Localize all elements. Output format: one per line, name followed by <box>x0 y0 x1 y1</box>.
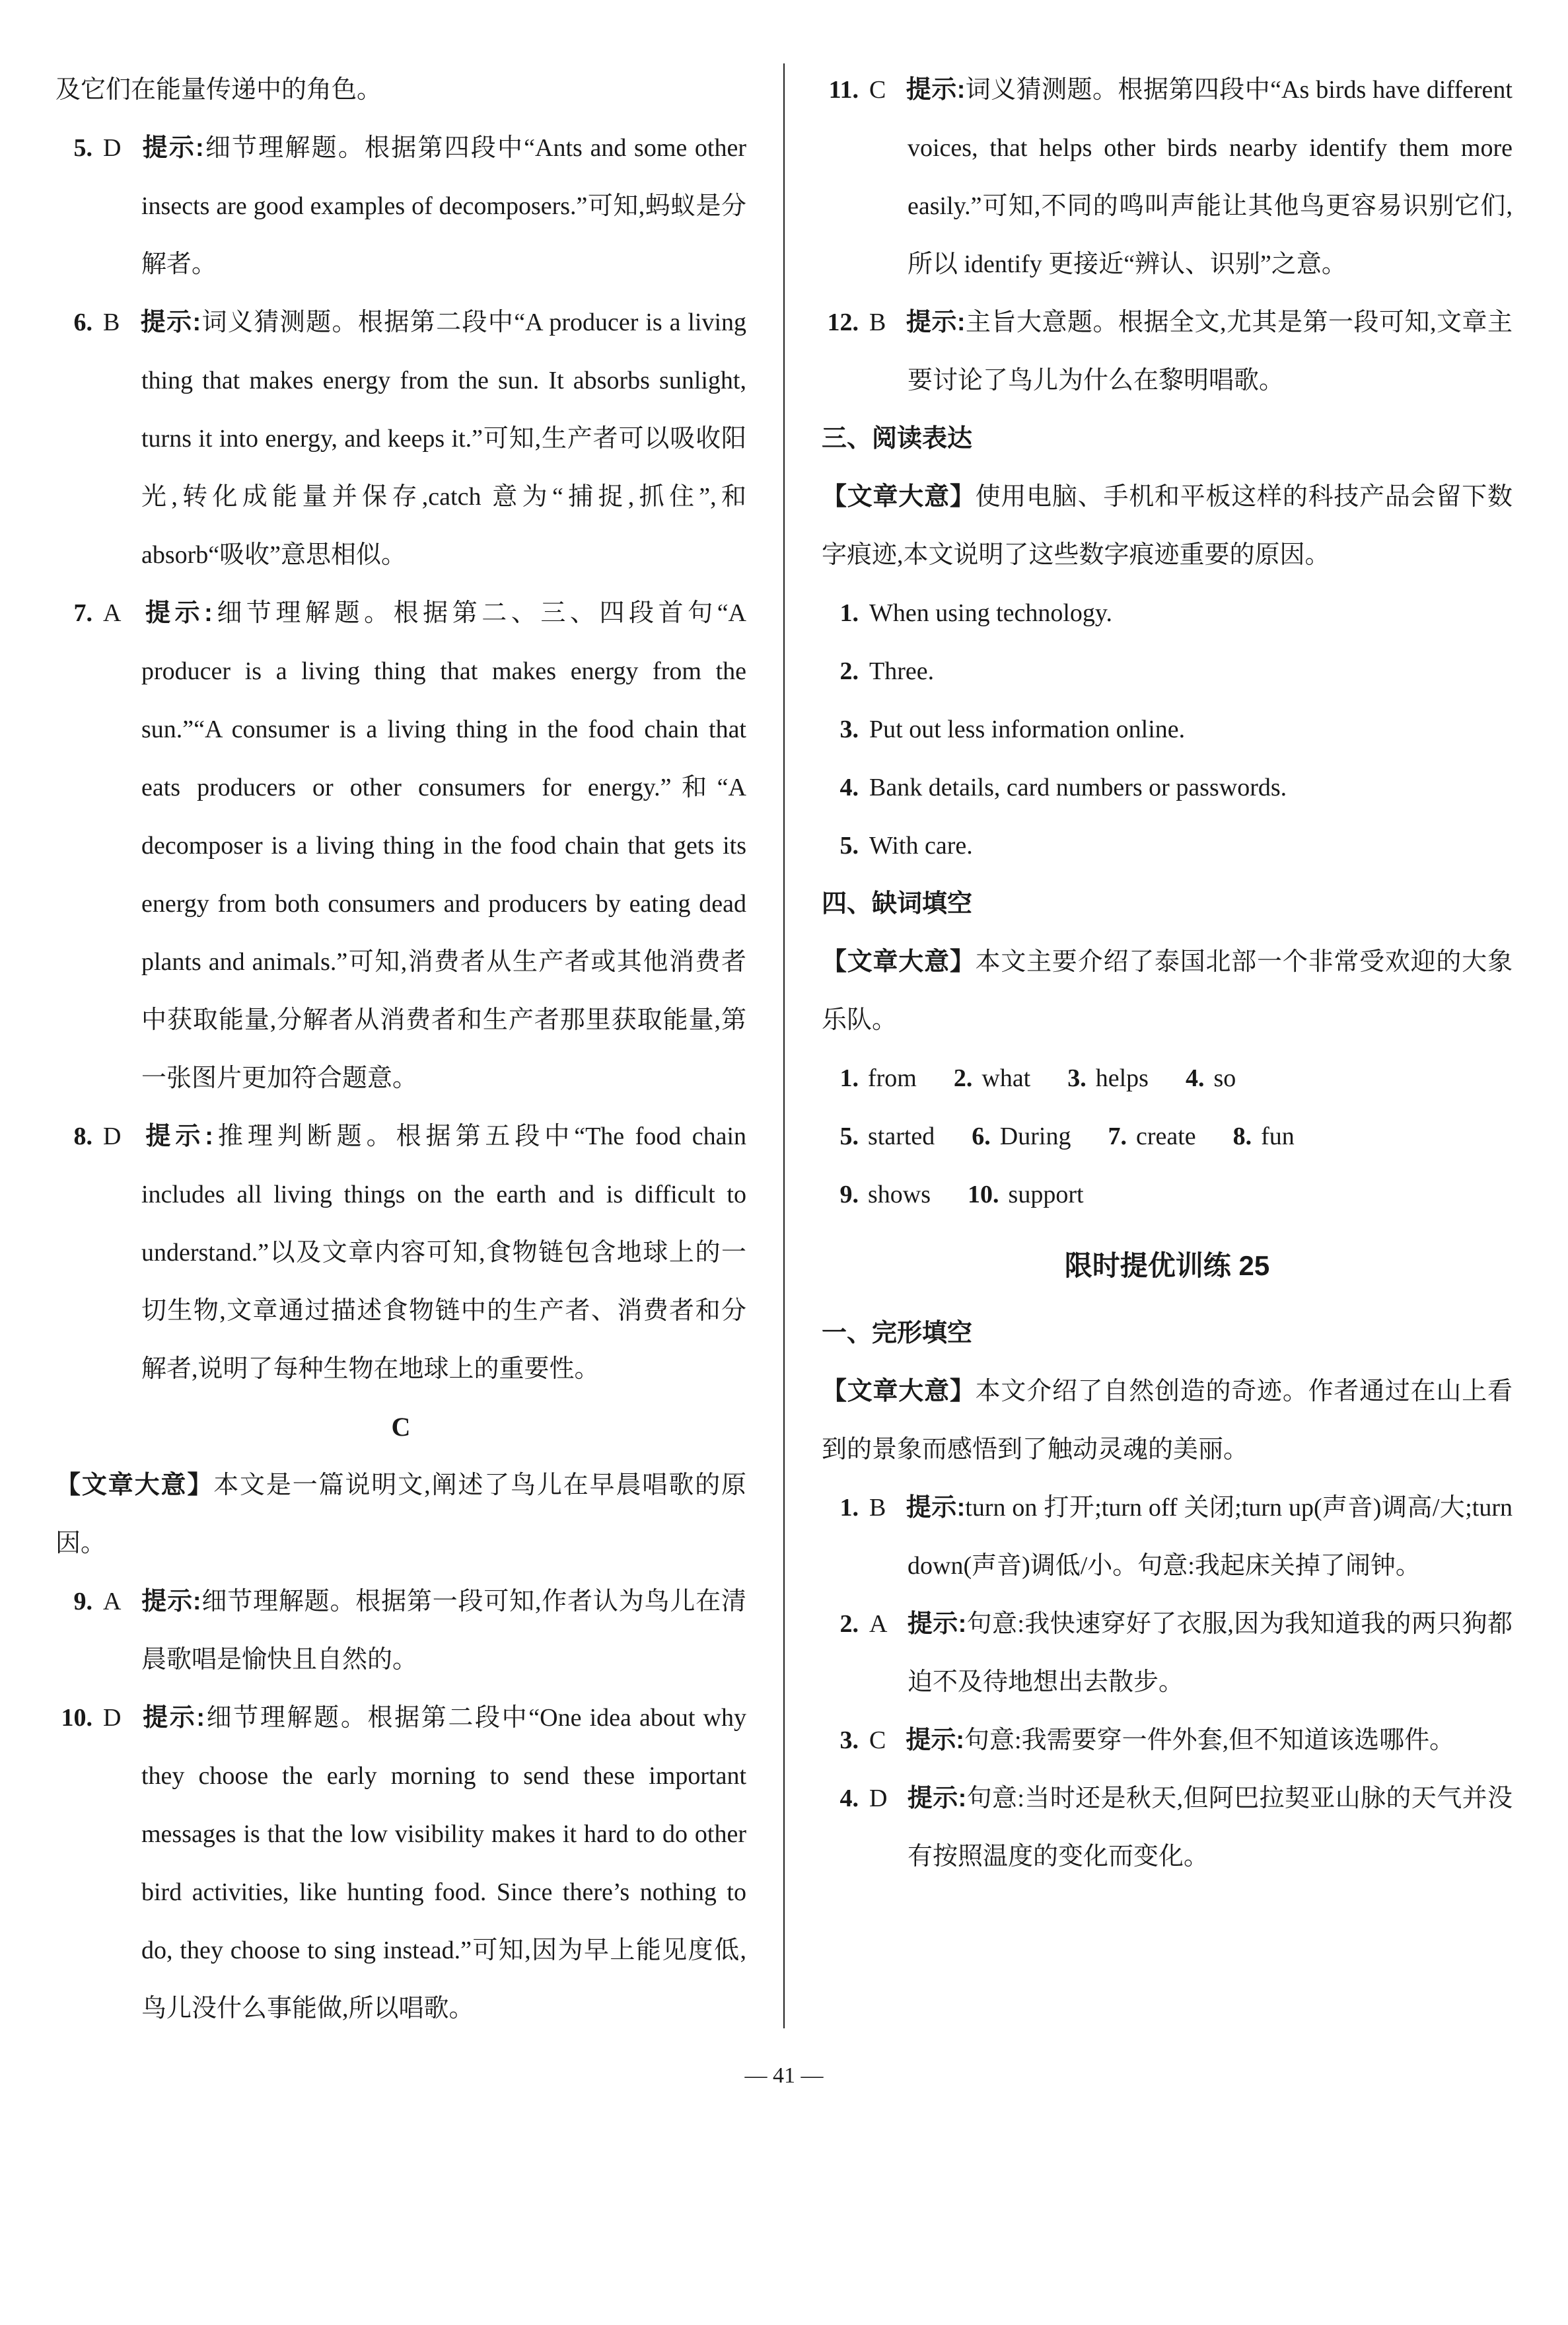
answer-number: 6. <box>73 309 92 336</box>
answer-number: 1. <box>839 599 859 627</box>
two-column-layout <box>55 61 1513 2038</box>
word-answer-row <box>822 1107 1513 1165</box>
answer-explanation: 细节理解题。根据第二段中“One idea about why they choose the early morning to send these important messages is that the low visibility makes it hard to do other bird activities, like hunting food. Since there’s nothing to do, they choose to sing instead.”可知,因为早上能见度低,鸟儿没什么事能做,所以唱歌。 <box>141 1704 746 2022</box>
passage-summary <box>822 468 1513 584</box>
answer-item <box>55 1107 746 1398</box>
answer-number: 3. <box>1067 1064 1087 1092</box>
left-column <box>55 61 746 2038</box>
summary-label: 【文章大意】 <box>822 948 976 976</box>
answer-number: 2. <box>953 1064 973 1092</box>
answer-number: 8. <box>73 1123 92 1150</box>
hint-label: 提示: <box>141 599 213 627</box>
hint-label: 提示: <box>141 1123 213 1150</box>
answer-text: When using technology. <box>869 599 1112 627</box>
answer-number: 8. <box>1232 1123 1252 1150</box>
answer-item <box>822 1479 1513 1595</box>
answer-word: shows <box>868 1181 931 1208</box>
section-heading: 四、缺词填空 <box>822 890 973 918</box>
hint-label: 提示: <box>141 1704 205 1732</box>
answer-choice: D <box>869 1785 888 1812</box>
answer-number: 7. <box>1108 1123 1127 1150</box>
answer-choice: A <box>103 1588 122 1615</box>
answer-item <box>55 1572 746 1689</box>
answer-item <box>822 1769 1513 1886</box>
word-answer <box>972 1123 1071 1150</box>
answer-number: 2. <box>839 657 859 685</box>
word-answer <box>1108 1123 1195 1150</box>
answer-item <box>822 61 1513 293</box>
answer-number: 2. <box>839 1610 859 1638</box>
answer-number: 1. <box>839 1494 859 1522</box>
answer-number: 11. <box>828 76 859 104</box>
word-answer-row <box>822 1165 1513 1224</box>
answer-item <box>55 1689 746 2038</box>
word-answer <box>1186 1064 1236 1092</box>
hint-label: 提示: <box>906 76 966 104</box>
answer-choice: B <box>869 309 886 336</box>
answer-number: 3. <box>839 1726 859 1754</box>
answer-explanation: 词义猜测题。根据第二段中“A producer is a living thing that makes energy from the sun. It absorbs sunlight, turns it into energy, and keeps it.”可知,生产者可以吸收阳光,转化成能量并保存,catch 意为“捕捉,抓住”,和 absorb“吸收”意思相似。 <box>141 309 747 569</box>
answer-word: started <box>868 1123 935 1150</box>
answer-item <box>55 293 746 584</box>
answer-choice: D <box>103 134 122 162</box>
answer-item <box>822 1711 1513 1769</box>
continuation-paragraph: 及它们在能量传递中的角色。 <box>55 76 382 104</box>
answer-explanation: 推理判断题。根据第五段中“The food chain includes all living things on the earth and is difficult to understand.”以及文章内容可知,食物链包含地球上的一切生物,文章通过描述食物链中的生产者、消费者和分解者,说明了每种生物在地球上的重要性。 <box>141 1123 747 1383</box>
hint-label: 提示: <box>906 1494 966 1522</box>
answer-choice: B <box>103 309 120 336</box>
answer-choice: A <box>869 1610 888 1638</box>
answer-number: 10. <box>968 1181 999 1208</box>
answer-word: support <box>1008 1181 1084 1208</box>
answer-text: Bank details, card numbers or passwords. <box>869 774 1287 801</box>
answer-explanation: 主旨大意题。根据全文,尤其是第一段可知,文章主要讨论了鸟儿为什么在黎明唱歌。 <box>908 309 1513 394</box>
word-answer <box>1233 1123 1295 1150</box>
answer-explanation: 词义猜测题。根据第四段中“As birds have different voices, that helps other birds nearby identify them more easily.”可知,不同的鸣叫声能让其他鸟更容易识别它们,所以 identify 更接近“辨认、识别”之意。 <box>908 76 1513 278</box>
passage-letter-heading: C <box>391 1412 411 1442</box>
answer-explanation: 句意:我需要穿一件外套,但不知道该选哪件。 <box>964 1726 1455 1754</box>
section-heading: 一、完形填空 <box>822 1319 973 1347</box>
answer-number: 5. <box>839 832 859 860</box>
answer-text: Put out less information online. <box>869 716 1186 743</box>
short-answer-item <box>822 758 1513 817</box>
short-answer-item <box>822 700 1513 758</box>
answer-number: 1. <box>839 1064 859 1092</box>
answer-item <box>822 293 1513 410</box>
answer-number: 5. <box>73 134 92 162</box>
answer-choice: D <box>103 1123 122 1150</box>
passage-summary <box>822 1362 1513 1479</box>
summary-text: 本文是一篇说明文,阐述了鸟儿在早晨唱歌的原因。 <box>55 1471 746 1557</box>
answer-number: 4. <box>1185 1064 1205 1092</box>
answer-word: so <box>1213 1064 1236 1092</box>
answer-word: create <box>1135 1123 1196 1150</box>
answer-word: fun <box>1261 1123 1295 1150</box>
right-column <box>822 61 1513 2038</box>
hint-label: 提示: <box>141 134 204 162</box>
answer-number: 4. <box>839 1785 859 1812</box>
summary-label: 【文章大意】 <box>822 483 976 511</box>
word-answer <box>822 1064 917 1092</box>
answer-choice: C <box>869 76 886 104</box>
answer-number: 5. <box>839 1123 859 1150</box>
answer-number: 6. <box>972 1123 991 1150</box>
answer-word: helps <box>1095 1064 1149 1092</box>
hint-label: 提示: <box>906 1726 965 1754</box>
answer-item <box>55 119 746 293</box>
answer-item <box>55 584 746 1107</box>
page-footer <box>55 2047 1513 2105</box>
answer-word: what <box>981 1064 1031 1092</box>
answer-choice: D <box>103 1704 122 1732</box>
summary-text: 本文主要介绍了泰国北部一个非常受欢迎的大象乐队。 <box>822 948 1513 1034</box>
answer-number: 12. <box>827 309 859 336</box>
short-answer-item <box>822 642 1513 700</box>
answer-item <box>822 1595 1513 1711</box>
exercise-set-title: 限时提优训练 25 <box>1064 1250 1270 1281</box>
hint-label: 提示: <box>907 1785 967 1812</box>
answer-number: 3. <box>839 716 859 743</box>
answer-number: 7. <box>73 599 92 627</box>
short-answer-item <box>822 817 1513 875</box>
hint-label: 提示: <box>906 309 966 336</box>
short-answer-item <box>822 584 1513 642</box>
word-answer <box>1067 1064 1149 1092</box>
answer-number: 9. <box>73 1588 92 1615</box>
answer-choice: A <box>103 599 122 627</box>
section-heading: 三、阅读表达 <box>822 425 973 453</box>
hint-label: 提示: <box>141 1588 201 1615</box>
answer-number: 9. <box>839 1181 859 1208</box>
answer-word: from <box>868 1064 917 1092</box>
answer-explanation: 句意:我快速穿好了衣服,因为我知道我的两只狗都迫不及待地想出去散步。 <box>908 1610 1513 1696</box>
answer-text: Three. <box>869 657 935 685</box>
answer-choice: C <box>869 1726 886 1754</box>
summary-label: 【文章大意】 <box>55 1471 214 1499</box>
answer-explanation: 细节理解题。根据第一段可知,作者认为鸟儿在清晨歌唱是愉快且自然的。 <box>141 1588 746 1674</box>
summary-text: 本文介绍了自然创造的奇迹。作者通过在山上看到的景象而感悟到了触动灵魂的美丽。 <box>822 1378 1513 1463</box>
answer-explanation: 细节理解题。根据第二、三、四段首句“A producer is a living thing that makes energy from the sun.”“A consumer is a living thing in the food chain that eats producers or other consumers for energy.”和“A decomposer is a living thing in the food chain that gets its energy from both consumers and producers by eating dead plants and animals.”可知,消费者从生产者或其他消费者中获取能量,分解者从消费者和生产者那里获取能量,第一张图片更加符合题意。 <box>141 599 747 1092</box>
answer-word: During <box>999 1123 1071 1150</box>
word-answer-row <box>822 1049 1513 1107</box>
answer-choice: B <box>869 1494 886 1522</box>
column-divider-rule <box>783 63 785 2028</box>
answer-number: 10. <box>61 1704 92 1732</box>
passage-summary <box>55 1456 746 1572</box>
word-answer <box>954 1064 1030 1092</box>
answer-explanation: 细节理解题。根据第四段中“Ants and some other insects are good examples of decomposers.”可知,蚂蚁是分解者。 <box>141 134 747 278</box>
word-answer <box>822 1123 935 1150</box>
answer-number: 4. <box>839 774 859 801</box>
word-answer <box>968 1181 1084 1208</box>
answer-explanation: turn on 打开;turn off 关闭;turn up(声音)调高/大;turn down(声音)调低/小。句意:我起床关掉了闹钟。 <box>908 1494 1513 1580</box>
summary-label: 【文章大意】 <box>822 1378 976 1405</box>
answer-explanation: 句意:当时还是秋天,但阿巴拉契亚山脉的天气并没有按照温度的变化而变化。 <box>908 1785 1513 1870</box>
word-answer <box>822 1181 931 1208</box>
answer-text: With care. <box>869 832 973 860</box>
summary-text: 使用电脑、手机和平板这样的科技产品会留下数字痕迹,本文说明了这些数字痕迹重要的原因。 <box>822 483 1513 569</box>
hint-label: 提示: <box>139 309 201 336</box>
page-number: — 41 — <box>744 2063 824 2088</box>
hint-label: 提示: <box>907 1610 967 1638</box>
passage-summary <box>822 933 1513 1049</box>
